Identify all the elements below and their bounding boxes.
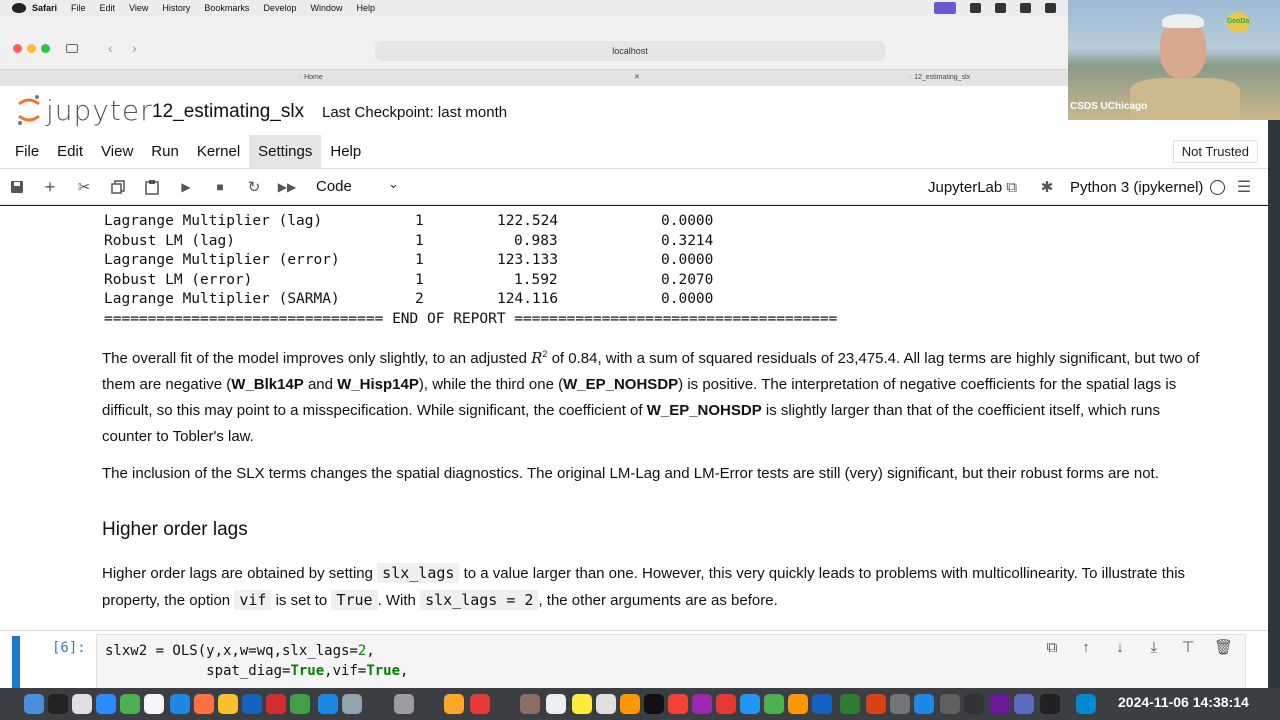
- close-window-icon[interactable]: [13, 44, 22, 53]
- insert-below-icon[interactable]: ⊤: [1181, 639, 1195, 656]
- notebook-menu: [0, 134, 1268, 169]
- code-text: spat_diag=: [105, 663, 291, 679]
- menubar-app-name[interactable]: Safari: [32, 3, 58, 13]
- test-name: Robust LM (lag): [104, 232, 235, 249]
- menu-kernel[interactable]: Kernel: [196, 142, 241, 160]
- jupyterlab-link-label: JupyterLab: [928, 179, 1003, 196]
- mail-icon[interactable]: [318, 694, 338, 714]
- background-strip: [1268, 120, 1280, 690]
- url-bar[interactable]: [375, 41, 885, 61]
- code-keyword: True: [366, 663, 401, 679]
- code-number: 2: [357, 643, 367, 659]
- term-w-blk14p: W_Blk14P: [231, 376, 304, 393]
- contacts-icon[interactable]: [342, 694, 362, 714]
- preview-icon[interactable]: [596, 694, 616, 714]
- run-icon[interactable]: ▶: [181, 180, 191, 194]
- code-text: slxw2 = OLS(y,x,w=wq,slx_lags=: [105, 643, 358, 659]
- music-icon[interactable]: [668, 694, 688, 714]
- test-value: 124.116: [497, 291, 559, 307]
- paragraph-slx-diagnostics: [102, 461, 1212, 487]
- insert-above-icon[interactable]: ⤓: [1150, 639, 1158, 656]
- presenter-shirt: [1130, 78, 1240, 120]
- checkpoint-status: Last Checkpoint: last month: [322, 104, 508, 121]
- table-row: [104, 271, 714, 291]
- text: is slightly larger than that of the coefficient itself, which runs counter to Tobler's law.: [102, 402, 1160, 445]
- table-row: [104, 232, 714, 252]
- kernel-status-icon: [1210, 180, 1225, 195]
- cut-icon[interactable]: ✂: [77, 179, 91, 196]
- status-icon[interactable]: [970, 3, 981, 13]
- reminders-icon[interactable]: [546, 694, 566, 714]
- facetime-icon[interactable]: [120, 694, 140, 714]
- menubar-item-help[interactable]: Help: [356, 3, 375, 13]
- back-icon[interactable]: ‹: [108, 40, 113, 56]
- menu-file[interactable]: File: [15, 142, 40, 160]
- menubar-item-file[interactable]: File: [71, 3, 86, 13]
- zoom-window-icon[interactable]: [41, 44, 50, 53]
- menu-help[interactable]: Help: [330, 142, 362, 160]
- code-text: ,: [400, 663, 409, 679]
- cell-type-select[interactable]: Code: [316, 178, 352, 195]
- debugger-icon[interactable]: ✱: [1040, 179, 1054, 196]
- text: The inclusion of the SLX terms changes the spatial diagnostics. The original LM-Lag and LM-Error tests are still (very) significant, but their robust forms are not.: [102, 465, 1159, 482]
- firefox-icon[interactable]: [194, 694, 214, 714]
- notebook-title[interactable]: 12_estimating_slx: [152, 101, 305, 122]
- code-text: ,vif=: [324, 663, 367, 679]
- inline-code: True: [331, 590, 377, 610]
- menu-settings[interactable]: Settings: [249, 135, 321, 168]
- test-prob: 0.3214: [661, 232, 714, 249]
- app-store-icon[interactable]: [914, 694, 934, 714]
- pages-icon[interactable]: [620, 694, 640, 714]
- jupyterlab-link[interactable]: [928, 179, 1017, 196]
- menu-icon[interactable]: ☰: [1236, 179, 1252, 196]
- messages-icon[interactable]: [290, 694, 310, 714]
- menubar-item-develop[interactable]: Develop: [263, 3, 297, 13]
- presenter-hair: [1162, 14, 1204, 28]
- code-cell[interactable]: [0, 630, 1268, 688]
- podcasts-icon[interactable]: [692, 694, 712, 714]
- partial-row: [104, 206, 112, 210]
- menu-view[interactable]: View: [101, 142, 134, 160]
- test-df: 1: [415, 232, 424, 249]
- sidebar-icon[interactable]: [66, 44, 78, 53]
- save-icon[interactable]: [7, 177, 27, 197]
- term-w-ep-nohsdp: W_EP_NOHSDP: [563, 376, 679, 393]
- word-icon[interactable]: [812, 694, 832, 714]
- code-text: ,: [366, 643, 375, 659]
- test-name: Lagrange Multiplier (lag): [104, 213, 323, 229]
- add-cell-icon[interactable]: +: [44, 176, 56, 197]
- table-row: [104, 290, 714, 310]
- volume-icon[interactable]: [1020, 3, 1031, 13]
- chrome-icon[interactable]: [218, 694, 238, 714]
- test-value: 122.524: [497, 213, 559, 229]
- edge-icon[interactable]: [242, 694, 262, 714]
- forward-icon[interactable]: ›: [132, 40, 137, 56]
- app-icon[interactable]: [1014, 694, 1034, 714]
- text: . With: [377, 592, 421, 609]
- safari-icon[interactable]: [170, 694, 190, 714]
- tv-icon[interactable]: [644, 694, 664, 714]
- menubar-item-history[interactable]: History: [162, 3, 191, 13]
- text: The overall fit of the model improves only slightly, to an adjusted: [102, 350, 532, 367]
- webcam-label: CSDS UChicago: [1070, 101, 1148, 112]
- calendar-icon[interactable]: [144, 694, 164, 714]
- app-icon[interactable]: [470, 694, 490, 714]
- trust-status-button[interactable]: Not Trusted: [1173, 140, 1258, 163]
- url-text: localhost: [612, 46, 648, 56]
- launchpad-icon[interactable]: [72, 694, 92, 714]
- cell-divider: [0, 630, 1268, 631]
- term-w-ep-nohsdp: W_EP_NOHSDP: [646, 402, 762, 419]
- diagnostics-table: [104, 212, 838, 329]
- macos-dock: [0, 688, 1280, 720]
- screen-share-icon[interactable]: [934, 2, 956, 14]
- photos-icon[interactable]: [444, 694, 464, 714]
- test-df: 1: [415, 252, 424, 268]
- paragraph-model-fit: The overall fit of the model improves only slightly, to an adjusted $R^2$ of 0.84, with a sum of squared residuals of 23,475.4. All lag terms are highly significant, but two of them are negative (W_Blk14P and W_Hisp14P), while the third one (W_EP_NOHSDP) is positive. The interpretation of negative coefficients for the spatial lags is difficult, so this may point to a misspecification. While significant, the coefficient of W_EP_NOHSDP is slightly larger than that of the coefficient itself, which runs counter to Tobler's law.: [102, 349, 1200, 445]
- test-value: 0.983: [514, 232, 558, 249]
- test-name: Lagrange Multiplier (SARMA): [104, 291, 340, 307]
- active-cell-indicator: [12, 636, 20, 688]
- test-prob: 0.0000: [661, 252, 714, 268]
- pycharm-icon[interactable]: [1040, 694, 1060, 714]
- paste-icon[interactable]: [142, 177, 162, 197]
- test-df: 2: [415, 291, 424, 307]
- bluetooth-icon[interactable]: [1045, 3, 1056, 13]
- tab-home-label: Home: [304, 74, 323, 81]
- kernel-name[interactable]: Python 3 (ipykernel): [1070, 179, 1204, 196]
- menubar-item-window[interactable]: Window: [310, 3, 343, 13]
- numbers-icon[interactable]: [764, 694, 784, 714]
- test-name: Lagrange Multiplier (error): [104, 252, 340, 268]
- test-value: 123.133: [497, 252, 559, 268]
- table-row: [104, 212, 714, 232]
- text: and: [303, 376, 338, 393]
- test-prob: 0.0000: [661, 291, 714, 307]
- text: of 0.84, with a sum of squared residuals of 23,475.4. All lag terms are highly significant, but two of them are negative (: [102, 350, 1200, 393]
- copy-icon[interactable]: [108, 177, 128, 197]
- dropbox-icon[interactable]: [995, 3, 1006, 13]
- text: ), while the third one (: [418, 376, 564, 393]
- end-of-report-text: ================================ END OF REPORT =====================================: [104, 310, 838, 327]
- macos-menubar: [0, 0, 1068, 16]
- menu-run[interactable]: Run: [151, 142, 179, 160]
- tab-notebook[interactable]: [908, 70, 970, 86]
- test-df: 1: [415, 271, 424, 288]
- inline-code: slx_lags = 2: [420, 590, 538, 610]
- apple-icon[interactable]: [12, 3, 26, 13]
- menubar-item-bookmarks[interactable]: Bookmarks: [204, 3, 250, 13]
- excel-icon[interactable]: [840, 694, 860, 714]
- text: , the other arguments are as before.: [538, 592, 778, 609]
- jupyter-tab-icon: ◌: [908, 74, 915, 81]
- move-up-icon[interactable]: ↑: [1082, 639, 1090, 656]
- system-icon[interactable]: [394, 694, 414, 714]
- paragraph-higher-order: [102, 560, 1212, 614]
- end-of-report-line: [104, 310, 838, 330]
- app-icon[interactable]: [964, 694, 984, 714]
- text: is set to: [271, 592, 332, 609]
- term-w-hisp14p: W_Hisp14P: [337, 376, 419, 393]
- text: ) is positive. The interpretation of negative coefficients for the spatial lags is difficult, so this may point to a misspecification. While significant, the coefficient of: [102, 376, 1177, 419]
- powerpoint-icon[interactable]: [866, 694, 886, 714]
- clock: 2024-11-06 14:38:14: [1118, 694, 1249, 710]
- menu-edit[interactable]: Edit: [57, 142, 84, 160]
- keynote-icon[interactable]: [740, 694, 760, 714]
- jupyter-wordmark: jupyter: [46, 94, 153, 127]
- cell-toolbar: [1044, 639, 1234, 656]
- menubar-item-edit[interactable]: Edit: [99, 3, 116, 13]
- notebook-content[interactable]: [0, 206, 1268, 688]
- zoom-icon[interactable]: [96, 694, 116, 714]
- browser-toolbar: [0, 16, 1068, 70]
- terminal-icon[interactable]: [48, 694, 68, 714]
- external-link-icon: ⧉: [1006, 179, 1018, 196]
- jupyter-tab-icon: ◌: [298, 74, 305, 81]
- dictionary-icon[interactable]: [520, 694, 540, 714]
- test-prob: 0.0000: [661, 213, 714, 229]
- move-down-icon[interactable]: ↓: [1116, 639, 1124, 656]
- fast-forward-icon[interactable]: ▶▶: [277, 180, 297, 194]
- restart-icon[interactable]: ↻: [247, 179, 261, 196]
- math-r2: R: [531, 349, 543, 367]
- notebook-toolbar: [0, 169, 1268, 205]
- text: Higher order lags are obtained by setting: [102, 565, 378, 582]
- tab-home[interactable]: [298, 70, 323, 86]
- text: to a value larger than one. However, this very quickly leads to problems with multicollinearity. To illustrate this property, the option: [102, 565, 1186, 609]
- menubar-item-view[interactable]: View: [129, 3, 149, 13]
- delete-cell-icon[interactable]: 🗑: [1214, 639, 1234, 656]
- geoda-logo-icon: GeoDa: [1226, 12, 1250, 32]
- code-keyword: True: [290, 663, 325, 679]
- minimize-window-icon[interactable]: [27, 44, 36, 53]
- test-df: 1: [415, 213, 424, 229]
- tab-bar: [0, 70, 1068, 86]
- acrobat-icon[interactable]: [266, 694, 286, 714]
- duplicate-cell-icon[interactable]: ⧉: [1046, 639, 1058, 656]
- section-heading: Higher order lags: [102, 519, 248, 540]
- finder-icon[interactable]: [24, 694, 44, 714]
- cell-prompt: [6]:: [52, 640, 86, 656]
- tex-icon[interactable]: [890, 694, 910, 714]
- notes-icon[interactable]: [572, 694, 592, 714]
- jupyter-logo-icon: [16, 94, 42, 126]
- tab-notebook-label: 12_estimating_slx: [914, 74, 971, 81]
- test-prob: 0.2070: [661, 271, 714, 288]
- news-icon[interactable]: [716, 694, 736, 714]
- chevron-down-icon[interactable]: ⌄: [388, 176, 399, 191]
- test-name: Robust LM (error): [104, 271, 253, 288]
- tab-close-icon[interactable]: ✕: [634, 74, 640, 81]
- inline-code: slx_lags: [377, 563, 459, 583]
- table-row: [104, 251, 714, 271]
- app-icon[interactable]: [788, 694, 808, 714]
- test-value: 1.592: [514, 271, 558, 288]
- settings-icon[interactable]: [940, 694, 960, 714]
- inline-code: vif: [234, 590, 271, 610]
- app-icon[interactable]: [1076, 694, 1096, 714]
- stop-icon[interactable]: ■: [216, 180, 224, 194]
- github-icon[interactable]: [990, 694, 1010, 714]
